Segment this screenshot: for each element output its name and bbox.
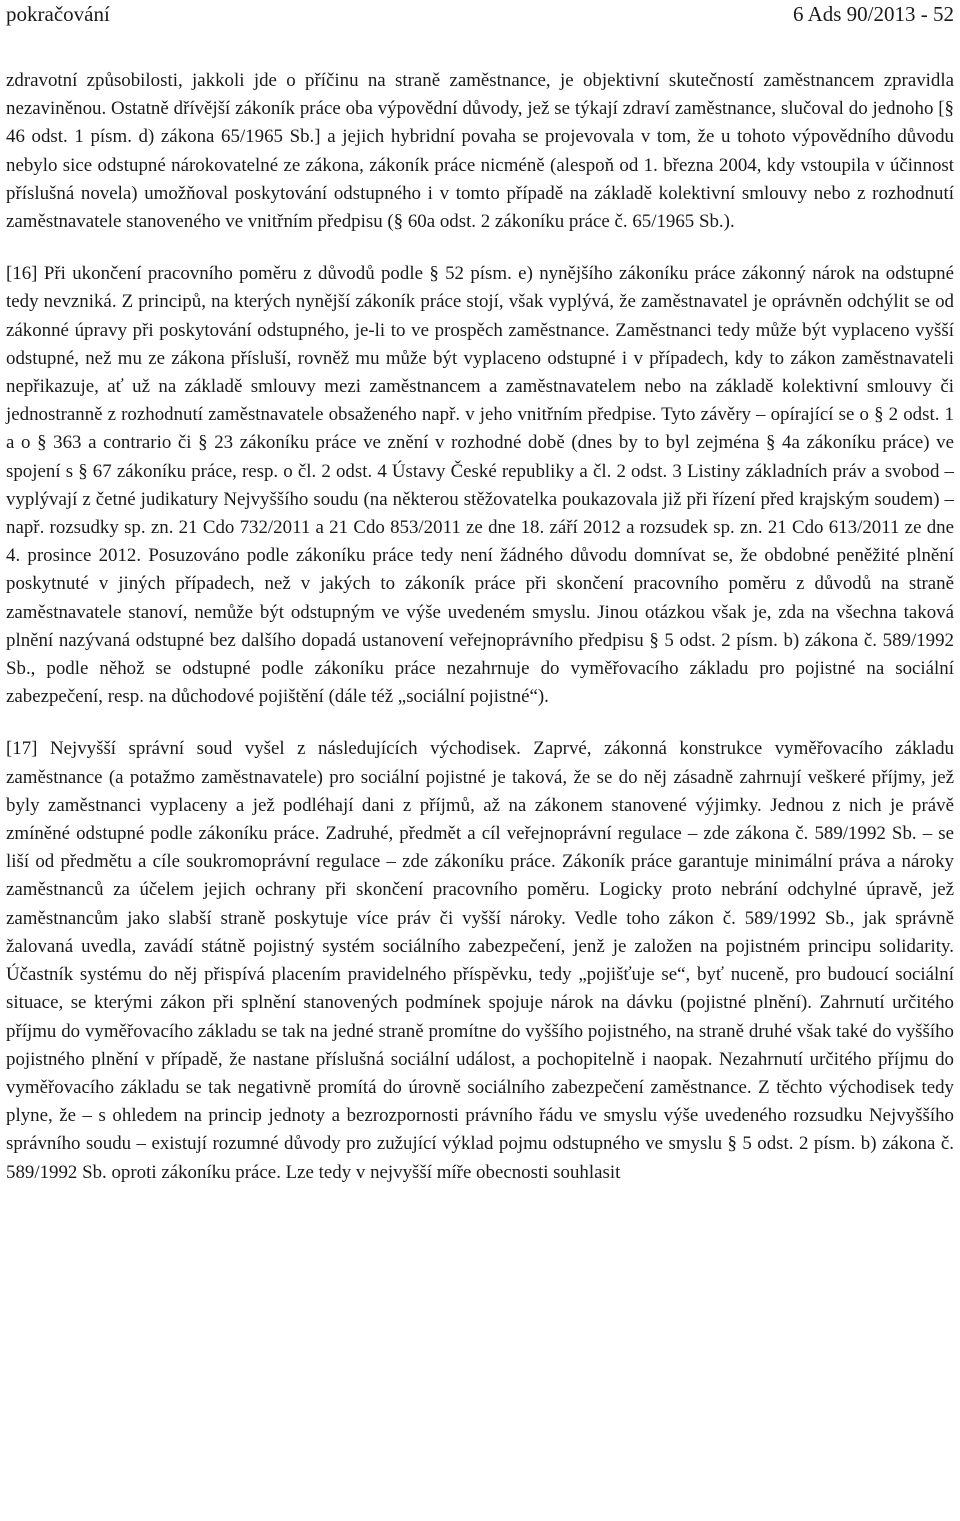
- header-case-number: 6 Ads 90/2013 - 52: [792, 2, 954, 26]
- document-body: [6, 67, 954, 1187]
- paragraph-spacer: [6, 236, 954, 260]
- paragraph-continuation: zdravotní způsobilosti, jakkoli jde o příčinu na straně zaměstnance, je objektivní skutečností zaměstnancem zpravidla nezaviněnou. Ostatně dřívější zákoník práce oba výpovědní důvody, jež se týkají zdraví zaměstnance, slučoval do jednoho [§ 46 odst. 1 písm. d) zákona 65/1965 Sb.] a jejich hybridní povaha se projevovala v tom, že u tohoto výpovědního důvodu nebylo sice odstupné nárokovatelné ze zákona, zákoník práce nicméně (alespoň od 1. března 2004, kdy vstoupila v účinnost příslušná novela) umožňoval poskytování odstupného i v tomto případě na základě kolektivní smlouvy nebo z rozhodnutí zaměstnavatele stanoveného ve vnitřním předpisu (§ 60a odst. 2 zákoníku práce č. 65/1965 Sb.).: [6, 70, 954, 233]
- header-continuation-label: pokračování: [6, 2, 110, 26]
- paragraph-17: [17] Nejvyšší správní soud vyšel z následujících východisek. Zaprvé, zákonná konstrukce vyměřovacího základu zaměstnance (a potažmo zaměstnavatele) pro sociální pojistné je taková, že se do něj zásadně zahrnují veškeré příjmy, jež byly zaměstnanci vyplaceny a jež podléhají dani z příjmů, až na zákonem stanovené výjimky. Jednou z nich je právě zmíněné odstupné podle zákoníku práce. Zadruhé, předmět a cíl veřejnoprávní regulace – zde zákona č. 589/1992 Sb. – se liší od předmětu a cíle soukromoprávní regulace – zde zákoníku práce. Zákoník práce garantuje minimální práva a nároky zaměstnanců za účelem jejich ochrany při skončení pracovního poměru. Logicky proto nebrání odchylné úpravě, jež zaměstnancům jako slabší straně poskytuje více práv či vyšší nároky. Vedle toho zákon č. 589/1992 Sb., jak správně žalovaná uvedla, zavádí státně pojistný systém sociálního zabezpečení, jenž je založen na pojistném principu solidarity. Účastník systému do něj přispívá placením pravidelného příspěvku, tedy „pojišťuje se“, byť nuceně, pro budoucí sociální situace, se kterými zákon při splnění stanovených podmínek spojuje nárok na dávku (pojistné plnění). Zahrnutí určitého příjmu do vyměřovacího základu se tak na jedné straně promítne do vyššího pojistného, na straně druhé však také do vyššího pojistného plnění v případě, že nastane příslušná sociální událost, a pochopitelně i naopak. Nezahrnutí určitého příjmu do vyměřovacího základu se tak negativně promítá do úrovně sociálního zabezpečení zaměstnance. Z těchto východisek tedy plyne, že – s ohledem na princip jednoty a bezrozpornosti právního řádu ve smyslu výše uvedeného rozsudku Nejvyššího správního soudu – existují rozumné důvody pro zužující výklad pojmu odstupného ve smyslu § 5 odst. 2 písm. b) zákona č. 589/1992 Sb. oproti zákoníku práce. Lze tedy v nejvyšší míře obecnosti souhlasit: [6, 738, 954, 1183]
- paragraph-spacer: [6, 711, 954, 735]
- page-header: [6, 0, 954, 30]
- paragraph-16: [16] Při ukončení pracovního poměru z důvodů podle § 52 písm. e) nynějšího zákoníku práce zákonný nárok na odstupné tedy nevzniká. Z principů, na kterých nynější zákoník práce stojí, však vyplývá, že zaměstnavatel je oprávněn odchýlit se od zákonné úpravy při poskytování odstupného, je-li to ve prospěch zaměstnance. Zaměstnanci tedy může být vyplaceno vyšší odstupné, než mu ze zákona přísluší, rovněž mu může být vyplaceno odstupné i v případech, kdy to zákon zaměstnavateli nepřikazuje, ať už na základě smlouvy mezi zaměstnancem a zaměstnavatelem nebo na základě kolektivní smlouvy či jednostranně z rozhodnutí zaměstnavatele obsaženého např. v jeho vnitřním předpise. Tyto závěry – opírající se o § 2 odst. 1 a o § 363 a contrario či § 23 zákoníku práce ve znění v rozhodné době (dnes by to byl zejména § 4a zákoníku práce) ve spojení s § 67 zákoníku práce, resp. o čl. 2 odst. 4 Ústavy České republiky a čl. 2 odst. 3 Listiny základních práv a svobod – vyplývají z četné judikatury Nejvyššího soudu (na některou stěžovatelka poukazovala již při řízení před krajským soudem) – např. rozsudky sp. zn. 21 Cdo 732/2011 a 21 Cdo 853/2011 ze dne 18. září 2012 a rozsudek sp. zn. 21 Cdo 613/2011 ze dne 4. prosince 2012. Posuzováno podle zákoníku práce tedy není žádného důvodu domnívat se, že obdobné peněžité plnění poskytnuté v jiných případech, než v jakých to zákoník práce při skončení pracovního poměru z důvodů na straně zaměstnavatele stanoví, nemůže být odstupným ve výše uvedeném smyslu. Jinou otázkou však je, zda na všechna taková plnění nazývaná odstupné bez dalšího dopadá ustanovení veřejnoprávního předpisu § 5 odst. 2 písm. b) zákona č. 589/1992 Sb., podle něhož se odstupné podle zákoníku práce nezahrnuje do vyměřovacího základu pro pojistné na sociální zabezpečení, resp. na důchodové pojištění (dále též „sociální pojistné“).: [6, 263, 954, 708]
